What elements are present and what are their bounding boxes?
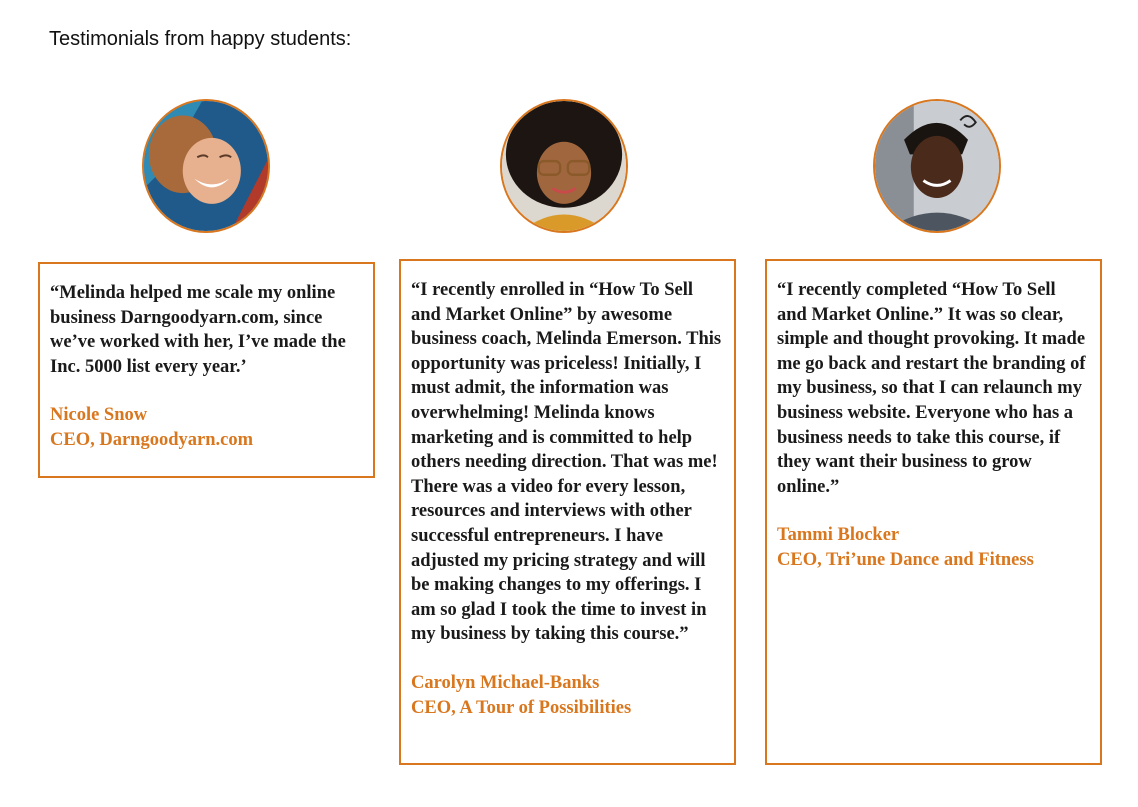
testimonial-quote: “I recently enrolled in “How To Sell and Market Online” by awesome business coach, Melinda Emerson. This opportunity was priceless! Initially, I must admit, the information was overwhelming! Melinda knows marketing and is committed to help others needing direction. That was me! There was a video for every lesson, resources and interviews with other successful entrepreneurs. I have adjusted my pricing strategy and will be making changes to my offerings. I am so glad I took the time to invest in my business by taking this course.” [411,280,722,645]
testimonial-author [411,671,724,720]
testimonial-quote: “Melinda helped me scale my online business Darngoodyarn.com, since we’ve worked with her, I’ve made the Inc. 5000 list every year.’ [50,283,346,377]
author-name: Carolyn Michael-Banks [411,672,600,693]
avatar-carolyn-michael-banks [500,99,628,233]
testimonial-quote: “I recently completed “How To Sell and Market Online.” It was so clear, simple and thought provoking. It made me go back and restart the branding of my business, so that I can relaunch my business website. Everyone who has a business needs to take this course, if they want their business to grow online.” [777,280,1086,497]
page-heading: Testimonials from happy students: [49,28,352,50]
testimonial-card [765,259,1102,765]
author-title: CEO, Tri’une Dance and Fitness [777,549,1034,570]
testimonial-card [399,259,736,765]
author-title: CEO, A Tour of Possibilities [411,697,632,718]
author-name: Nicole Snow [50,405,148,426]
author-name: Tammi Blocker [777,525,900,546]
testimonial-author [50,403,363,452]
testimonial-card [38,262,375,478]
avatar-nicole-snow [142,99,270,233]
testimonial-author [777,523,1090,572]
avatar-tammi-blocker [873,99,1001,233]
author-title: CEO, Darngoodyarn.com [50,429,253,450]
